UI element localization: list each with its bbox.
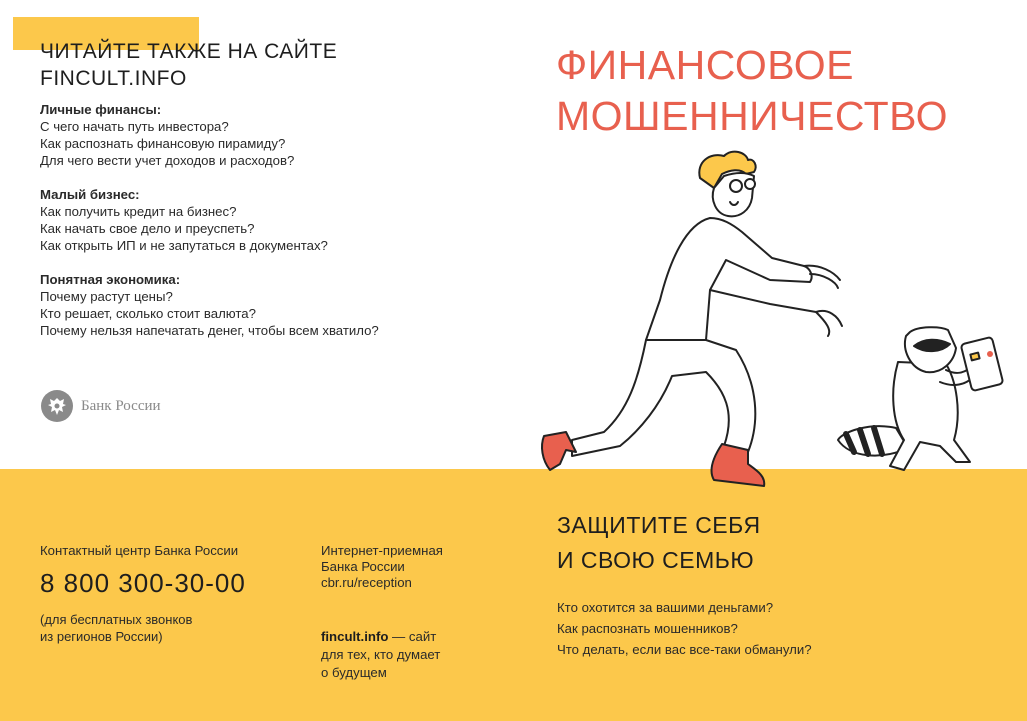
- running-man: [542, 152, 842, 486]
- protect-question: Как распознать мошенников?: [557, 621, 738, 636]
- site-note-line2: для тех, кто думает: [321, 647, 441, 662]
- topic-question: С чего начать путь инвестора?: [40, 119, 229, 134]
- topic-question: Для чего вести учет доходов и расходов?: [40, 153, 295, 168]
- site-note-rest: — сайт: [388, 629, 437, 644]
- topic-question: Почему растут цены?: [40, 289, 173, 304]
- topic-question: Как открыть ИП и не запутаться в документах?: [40, 238, 328, 253]
- protect-questions: [557, 597, 997, 660]
- man-glasses-right: [745, 179, 755, 189]
- topic-small-business: [40, 186, 470, 254]
- topic-heading: Личные финансы:: [40, 102, 162, 117]
- topic-heading: Малый бизнес:: [40, 187, 140, 202]
- protect-question: Что делать, если вас все-таки обманули?: [557, 642, 812, 657]
- man-legs: [572, 340, 755, 456]
- raccoon-body: [890, 362, 970, 470]
- bank-card-icon: [961, 337, 1004, 391]
- phone-note: [40, 611, 260, 645]
- reception-line2: Банка России: [321, 559, 405, 574]
- topic-economics: [40, 271, 470, 339]
- main-title-line2: МОШЕННИЧЕСТВО: [556, 93, 948, 139]
- site-description: [321, 628, 491, 682]
- see-also-heading: [40, 38, 460, 92]
- main-title: [556, 40, 1016, 142]
- chase-illustration: [510, 140, 1027, 500]
- protect-question: Кто охотится за вашими деньгами?: [557, 600, 774, 615]
- site-link[interactable]: fincult.info: [321, 629, 389, 644]
- topic-question: Как начать свое дело и преуспеть?: [40, 221, 255, 236]
- man-shoe-left: [542, 432, 576, 470]
- phone-note-line1: (для бесплатных звонков: [40, 612, 193, 627]
- phone-number[interactable]: 8 800 300-30-00: [40, 568, 246, 598]
- man-shoe-right: [712, 444, 765, 486]
- topic-question: Кто решает, сколько стоит валюта?: [40, 306, 256, 321]
- see-also-heading-line1: ЧИТАЙТЕ ТАКЖЕ НА САЙТЕ: [40, 40, 338, 63]
- man-glasses-left: [730, 180, 742, 192]
- raccoon-with-card: [838, 327, 1003, 470]
- main-title-line1: ФИНАНСОВОЕ: [556, 42, 855, 88]
- bank-name: Банк России: [81, 397, 161, 414]
- reception-line1: Интернет-приемная: [321, 543, 443, 558]
- site-note-line1: [321, 628, 491, 646]
- phone-note-line2: из регионов России): [40, 629, 163, 644]
- reception-link[interactable]: cbr.ru/reception: [321, 575, 412, 590]
- man-hand-lower: [710, 290, 842, 336]
- double-headed-eagle-icon: [40, 389, 74, 423]
- topic-question: Как получить кредит на бизнес?: [40, 204, 237, 219]
- protect-heading-line2: И СВОЮ СЕМЬЮ: [557, 547, 755, 573]
- topic-question: Почему нельзя напечатать денег, чтобы всем хватило?: [40, 323, 379, 338]
- internet-reception: [321, 543, 491, 591]
- man-torso: [646, 218, 812, 344]
- contact-center-label: Контактный центр Банка России: [40, 543, 239, 558]
- topic-list: [40, 101, 470, 356]
- bank-of-russia-logo: [40, 389, 161, 423]
- protect-heading-line1: ЗАЩИТИТЕ СЕБЯ: [557, 512, 761, 538]
- site-note-line3: о будущем: [321, 665, 387, 680]
- topic-question: Как распознать финансовую пирамиду?: [40, 136, 286, 151]
- protect-heading: [557, 508, 997, 578]
- topic-heading: Понятная экономика:: [40, 272, 181, 287]
- topic-personal-finance: [40, 101, 470, 169]
- see-also-heading-line2: FINCULT.INFO: [40, 67, 187, 90]
